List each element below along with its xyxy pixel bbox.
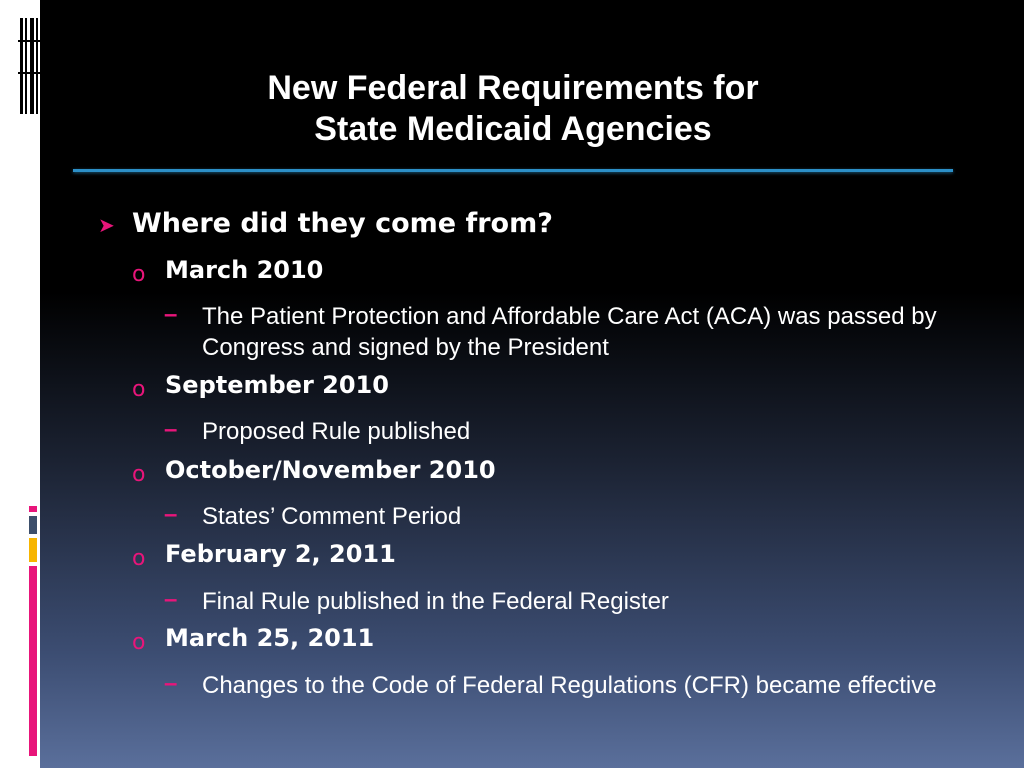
hollow-circle-bullet-icon: o — [132, 377, 146, 402]
decor-line — [25, 18, 27, 114]
decor-line — [18, 40, 40, 42]
dash-bullet-icon: – — [164, 301, 178, 328]
slide-title — [40, 68, 986, 150]
heading-text: Where did they come from? — [132, 208, 553, 239]
window-lines-decoration — [0, 0, 40, 120]
accent-bar-pink — [29, 506, 37, 512]
date-text: March 25, 2011 — [165, 624, 375, 652]
dash-bullet-icon: – — [164, 586, 178, 613]
left-sidebar-decoration — [0, 0, 40, 768]
arrowhead-bullet-icon: ➤ — [98, 213, 115, 237]
detail-text: Proposed Rule published — [202, 418, 471, 445]
accent-bar-pink-long — [29, 566, 37, 756]
detail-text: Final Rule published in the Federal Register — [202, 588, 669, 615]
title-underline — [73, 169, 953, 172]
title-line-2: State Medicaid Agencies — [314, 110, 712, 148]
decor-line — [18, 72, 40, 74]
title-line-1: New Federal Requirements for — [267, 69, 759, 107]
date-text: September 2010 — [165, 371, 389, 399]
detail-text: The Patient Protection and Affordable Care Act (ACA) was passed by Congress and signed by the President — [202, 303, 937, 361]
dash-bullet-icon: – — [164, 670, 178, 697]
date-text: March 2010 — [165, 256, 324, 284]
slide-canvas — [40, 0, 1024, 768]
accent-bar-yellow — [29, 538, 37, 562]
hollow-circle-bullet-icon: o — [132, 546, 146, 571]
detail-text: Changes to the Code of Federal Regulations (CFR) became effective — [202, 672, 937, 699]
dash-bullet-icon: – — [164, 501, 178, 528]
hollow-circle-bullet-icon: o — [132, 262, 146, 287]
decor-line — [20, 18, 23, 114]
date-text: October/November 2010 — [165, 456, 496, 484]
accent-bar-slate — [29, 516, 37, 534]
decor-line — [30, 18, 34, 114]
hollow-circle-bullet-icon: o — [132, 462, 146, 487]
date-text: February 2, 2011 — [165, 540, 396, 568]
decor-line — [36, 18, 38, 114]
dash-bullet-icon: – — [164, 416, 178, 443]
hollow-circle-bullet-icon: o — [132, 630, 146, 655]
detail-text: States’ Comment Period — [202, 503, 462, 530]
